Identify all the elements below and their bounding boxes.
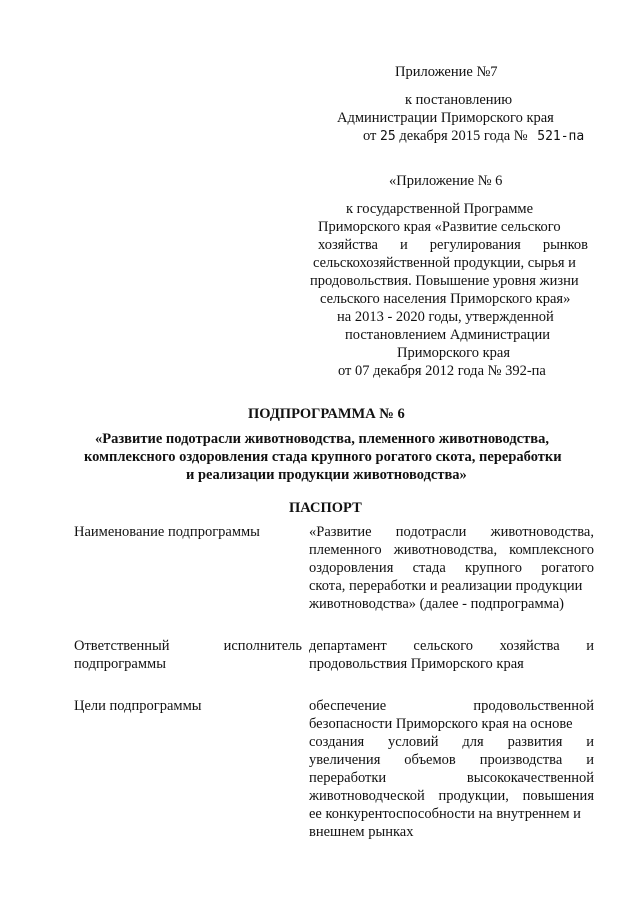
passport-row-label-name: Наименование подпрограммы <box>74 524 260 540</box>
appendix-date-prefix: от <box>363 128 377 144</box>
word: сельского <box>413 638 474 654</box>
word: создания <box>309 734 365 750</box>
word: и <box>586 752 594 768</box>
word: хозяйства <box>499 638 560 654</box>
appendix-date-number: 521-па <box>537 129 585 144</box>
passport-row-value-name-line-0 <box>309 523 594 541</box>
word: животноводческой <box>309 788 425 804</box>
passport-row-value-goals-line-7: внешнем рынках <box>309 824 414 840</box>
word: продовольственной <box>473 698 594 714</box>
word: животноводства, <box>490 524 594 540</box>
passport-row-value-name-line-1 <box>309 541 594 559</box>
subprogram-title-line-1: комплексного оздоровления стада крупного рогатого скота, переработки <box>84 449 562 465</box>
word: животноводства, <box>393 542 498 558</box>
appendix-date-rest: декабря 2015 года № <box>399 128 528 144</box>
word: хозяйства <box>318 237 378 253</box>
prev-appendix-line-0: к государственной Программе <box>346 201 534 217</box>
subprogram-title-line-0: «Развитие подотрасли животноводства, племенного животноводства, <box>95 431 549 447</box>
word: объемов <box>404 752 456 768</box>
word: обеспечение <box>309 698 387 714</box>
word: комплексного <box>509 542 594 558</box>
passport-row-value-executor-line-0 <box>309 637 594 655</box>
word: продукции, <box>438 788 509 804</box>
word: и <box>399 237 408 253</box>
prev-appendix-line-6: на 2013 - 2020 годы, утвержденной <box>337 309 554 325</box>
word: и <box>586 734 594 750</box>
word: исполнитель <box>223 638 302 654</box>
passport-row-label-executor-line-1: подпрограммы <box>74 656 166 672</box>
passport-row-value-name-line-3: скота, переработки и реализации продукции <box>309 578 583 594</box>
word: переработки <box>309 770 387 786</box>
word: Ответственный <box>74 638 170 654</box>
passport-row-value-executor-line-1: продовольствия Приморского края <box>309 656 524 672</box>
prev-appendix-line-4: продовольствия. Повышение уровня жизни <box>310 273 579 289</box>
word: оздоровления <box>309 560 394 576</box>
prev-appendix-line-2 <box>318 236 588 254</box>
word: условий <box>388 734 439 750</box>
prev-appendix-line-3: сельскохозяйственной продукции, сырья и <box>313 255 576 271</box>
prev-appendix-line-8: Приморского края <box>397 345 511 361</box>
passport-row-value-goals-line-0 <box>309 697 594 715</box>
passport-row-value-goals-line-5 <box>309 787 594 805</box>
word: высококачественной <box>466 770 594 786</box>
passport-row-value-goals-line-1: безопасности Приморского края на основе <box>309 716 573 732</box>
word: рогатого <box>541 560 594 576</box>
prev-appendix-title: «Приложение № 6 <box>389 173 503 189</box>
passport-row-label-executor-line-0 <box>74 637 302 655</box>
passport-row-value-goals-line-4 <box>309 769 594 787</box>
word: повышения <box>522 788 594 804</box>
prev-appendix-line-1: Приморского края «Развитие сельского <box>318 219 561 235</box>
passport-row-value-goals-line-3 <box>309 751 594 769</box>
word: стада <box>412 560 446 576</box>
word: развития <box>507 734 563 750</box>
appendix-date <box>363 127 584 146</box>
prev-appendix-line-9: от 07 декабря 2012 года № 392-па <box>338 363 546 379</box>
appendix-title: Приложение №7 <box>395 64 498 80</box>
prev-appendix-line-5: сельского населения Приморского края» <box>320 291 571 307</box>
word: производства <box>479 752 563 768</box>
word: департамент <box>309 638 387 654</box>
word: увеличения <box>309 752 381 768</box>
passport-row-value-name-line-4: животноводства» (далее - подпрограмма) <box>309 596 564 612</box>
word: крупного <box>465 560 522 576</box>
word: «Развитие <box>309 524 372 540</box>
word: для <box>462 734 484 750</box>
appendix-line-2: Администрации Приморского края <box>337 110 554 126</box>
word: племенного <box>309 542 382 558</box>
word: регулирования <box>429 237 521 253</box>
passport-row-value-goals-line-2 <box>309 733 594 751</box>
appendix-date-day: 25 <box>380 129 396 144</box>
appendix-line-1: к постановлению <box>405 92 513 108</box>
passport-row-label-goals: Цели подпрограммы <box>74 698 202 714</box>
word: рынков <box>542 237 588 253</box>
subprogram-title-line-2: и реализации продукции животноводства» <box>186 467 467 483</box>
prev-appendix-line-7: постановлением Администрации <box>345 327 551 343</box>
passport-row-value-goals-line-6: ее конкурентоспособности на внутреннем и <box>309 806 581 822</box>
subprogram-heading: ПОДПРОГРАММА № 6 <box>248 406 405 422</box>
passport-row-value-name-line-2 <box>309 559 594 577</box>
passport-heading: ПАСПОРТ <box>289 500 362 516</box>
word: и <box>586 638 594 654</box>
word: подотрасли <box>395 524 467 540</box>
